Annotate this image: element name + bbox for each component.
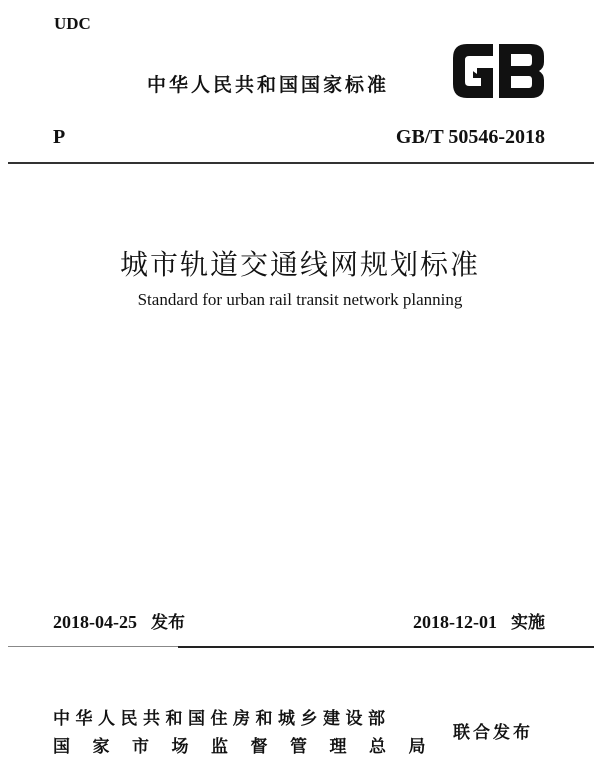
joint-issue-label: 联合发布 <box>453 723 533 743</box>
bottom-divider <box>178 646 594 648</box>
implementation-date: 2018-12-01 <box>413 612 497 632</box>
issuer-administration: 国家市场监督管理总局 <box>53 737 448 757</box>
issue-date: 2018-04-25 <box>53 612 137 632</box>
udc-label: UDC <box>54 14 91 33</box>
bottom-divider-faint <box>8 646 178 647</box>
standard-number: GB/T 50546-2018 <box>395 126 545 148</box>
issue-label: 发布 <box>151 613 185 633</box>
national-standard-label: 中华人民共和国国家标准 <box>147 74 390 96</box>
issue-date-block <box>53 608 185 633</box>
title-english: Standard for urban rail transit network planning <box>137 290 463 309</box>
implementation-label: 实施 <box>511 613 545 633</box>
implementation-date-block <box>413 608 545 633</box>
classification-code: P <box>53 126 66 148</box>
top-divider <box>8 162 594 164</box>
gb-logo-icon <box>449 40 548 102</box>
title-chinese: 城市轨道交通线网规划标准 <box>119 248 480 281</box>
issuing-authorities <box>53 705 448 761</box>
issuer-ministry: 中华人民共和国住房和城乡建设部 <box>53 709 391 729</box>
